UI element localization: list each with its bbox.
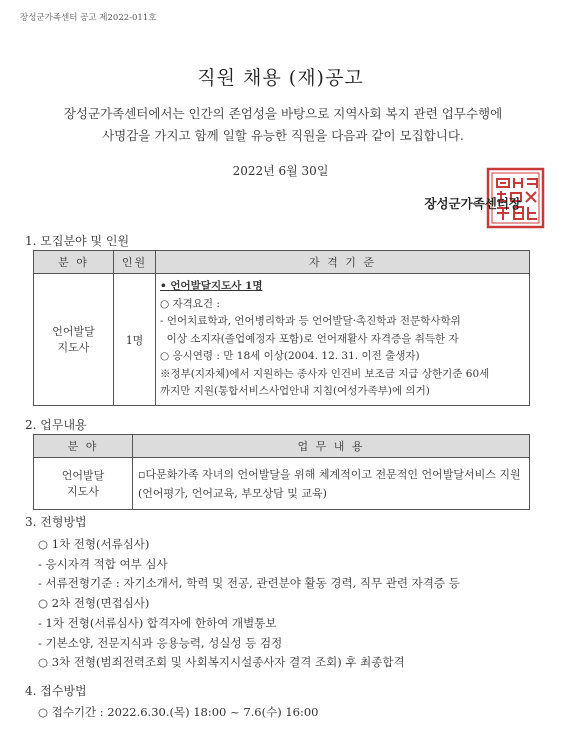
duty-table: [33, 434, 530, 510]
notice-number: 장성군가족센터 공고 제2022-011호: [20, 13, 157, 23]
field-cell: 언어발달 지도사: [34, 274, 114, 406]
count-cell: 1명: [114, 274, 156, 406]
intro-paragraph: [30, 103, 536, 147]
qual-line-1: • 언어발달지도사 1명: [160, 280, 263, 293]
header-field: 분 야: [34, 251, 114, 274]
header-count: 인원: [114, 251, 156, 274]
process-item: - 응시자격 적합 여부 심사: [38, 556, 168, 571]
duty-content-cell: ▫다문화가족 자녀의 언어발달을 위해 체계적이고 전문적인 언어발달서비스 지원(언어평가, 언어교육, 부모상담 및 교육): [133, 458, 530, 510]
process-item: ○ 2차 전형(면접심사): [38, 596, 150, 611]
qual-line-3: - 언어치료학과, 언어병리학과 등 언어발달·촉진학과 전문학사학위: [160, 315, 461, 328]
qual-line-4: 이상 소지자(졸업예정자 포함)로 언어재활사 자격증을 취득한 자: [160, 332, 459, 345]
process-item: ○ 3차 전형(범죄전력조회 및 사회복지시설종사자 결격 조회) 후 최종합격: [38, 655, 405, 670]
intro-line-1: 장성군가족센터에서는 인간의 존엄성을 바탕으로 지역사회 복지 관련 업무수행에: [63, 106, 503, 121]
section-3-heading: 3. 전형방법: [25, 515, 87, 529]
process-item: - 1차 전형(서류심사) 합격자에 한하여 개별통보: [38, 615, 277, 630]
notice-date: 2022년 6월 30일: [232, 164, 329, 178]
section-4-heading: 4. 접수방법: [25, 684, 87, 698]
qual-line-7: 까지만 지원(통합서비스사업안내 지침(여성가족부)에 의거): [160, 385, 430, 398]
process-item: - 서류전형기준 : 자기소개서, 학력 및 전공, 관련분야 활동 경력, 직무 관련 자격증 등: [38, 576, 460, 591]
process-item: - 기본소양, 전문지식과 응용능력, 성실성 등 검정: [38, 635, 283, 650]
duty-header-content: 업 무 내 용: [133, 435, 530, 458]
duty-field-cell: 언어발달 지도사: [34, 458, 133, 510]
qualification-cell: [156, 274, 530, 406]
qual-line-5: ○ 응시연령 : 만 18세 이상(2004. 12. 31. 이전 출생자): [160, 350, 420, 363]
page-title: 직원 채용 (재)공고: [197, 67, 364, 89]
header-qualification: 자 격 기 준: [156, 251, 530, 274]
recruitment-table: [33, 250, 530, 406]
selection-process-list: [38, 535, 460, 673]
intro-line-2: 사명감을 가지고 함께 일할 유능한 직원을 다음과 같이 모집합니다.: [102, 128, 464, 143]
organization-name: 장성군가족센터장: [424, 196, 521, 211]
application-period: ○ 접수기간 : 2022.6.30.(목) 18:00 ~ 7.6(수) 16:00: [38, 705, 319, 719]
section-1-heading: 1. 모집분야 및 인원: [25, 234, 130, 248]
qual-line-2: ○ 자격요건 :: [160, 297, 220, 310]
section-2-heading: 2. 업무내용: [25, 418, 87, 432]
process-item: ○ 1차 전형(서류심사): [38, 537, 150, 551]
qual-line-6: ※정부(지자체)에서 지원하는 종사자 인건비 보조금 지급 상한기준 60세: [160, 367, 490, 380]
duty-header-field: 분 야: [34, 435, 133, 458]
